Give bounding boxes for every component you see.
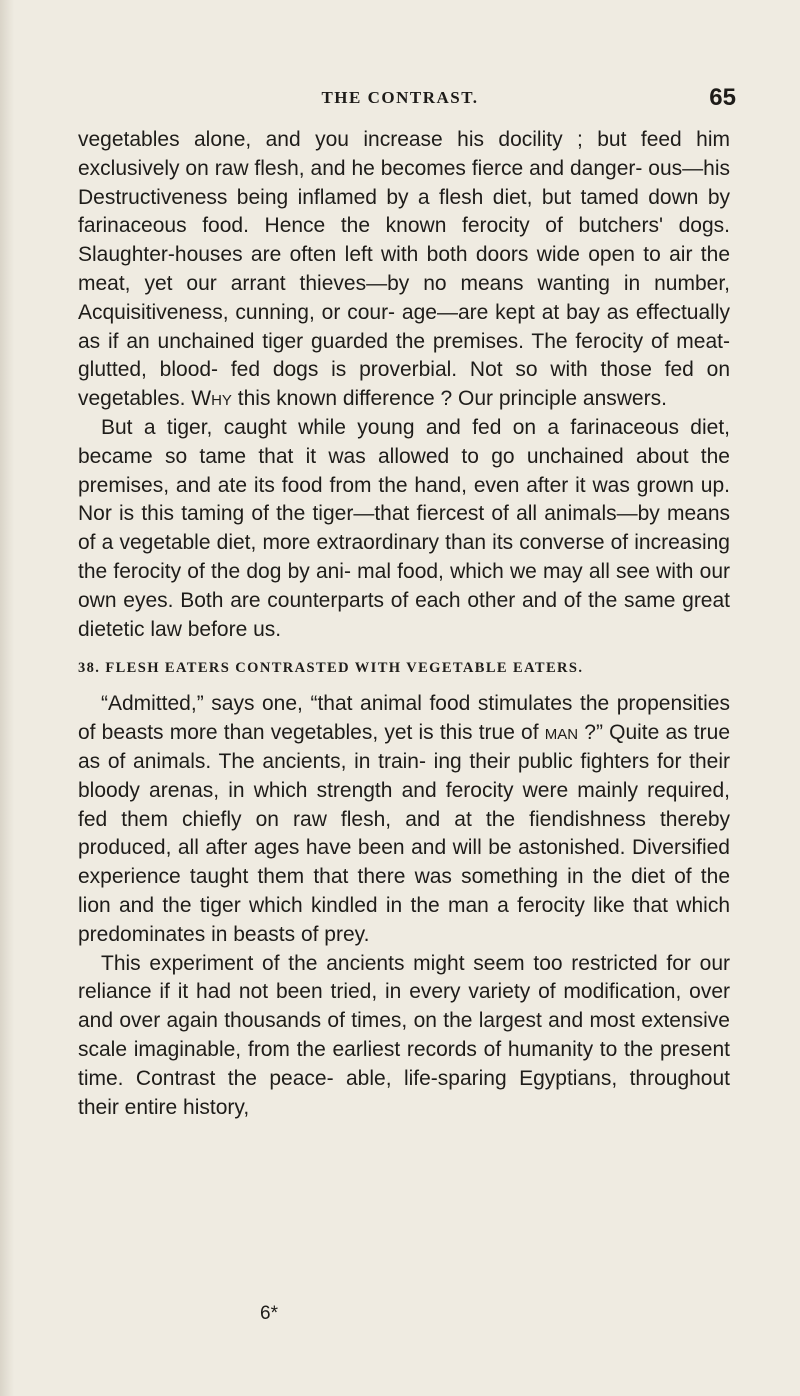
running-title: THE CONTRAST. [321,88,479,107]
running-head [0,83,800,113]
signature-mark: 6* [260,1303,278,1324]
paragraph-1-text: vegetables alone, and you increase his docility ; but feed him exclusively on raw flesh, and he becomes fierce and danger- ous—his Destructiveness being inflamed by a flesh diet, but tamed down by farinaceous food. Hence the known ferocity of butchers' dogs. Slaughter-houses are often left with both doors wide open to air the meat, yet our arrant thieves—by no means wanting in number, Acquisitiveness, cunning, or cour- age—are kept at bay as effectually as if an unchained tiger guarded the premises. The ferocity of meat-glutted, blood- fed dogs is proverbial. Not so with those fed on vegetables. [78,128,730,411]
small-caps-man: man [544,721,579,745]
page-number: 65 [709,84,736,111]
paragraph-1 [78,126,730,414]
paragraph-3-end: ?” Quite as true as of animals. The ancients, in train- ing their public fighters for their bloody arenas, in which strength and ferocity were mainly required, fed them chiefly on raw flesh, and at the fiendishness thereby produced, all after ages have been and will be astonished. Diversified experience taught them that there was something in the diet of the lion and the tiger which kindled in the man a ferocity like that which predominates in beasts of prey. [78,721,730,946]
body-text [78,126,730,1122]
paragraph-4: This experiment of the ancients might seem too restricted for our reliance if it had not been tried, in every variety of modification, over and over again thousands of times, on the largest and most extensive scale imaginable, from the earliest records of humanity to the present time. Contrast the peace- able, life-sparing Egyptians, throughout their entire history, [78,951,730,1119]
paragraph-3 [78,690,730,949]
small-caps-why: Why [191,387,232,411]
paragraph-1-end: this known difference ? Our principle answers. [237,387,667,411]
paragraph-2: But a tiger, caught while young and fed on a farinaceous diet, became so tame that it was allowed to go unchained about the premises, and ate its food from the hand, even after it was grown up. Nor is this taming of the tiger—that fiercest of all animals—by means of a vegetable diet, more extraordinary than its converse of increasing the ferocity of the dog by ani- mal food, which we may all see with our own eyes. Both are counterparts of each other and of the same great dietetic law before us. [78,415,730,641]
paragraph-3-start: “Admitted,” says one, “that animal food stimulates the propensities of beasts more than vegetables, yet is this true of [78,692,730,745]
gutter-shadow [0,0,14,1396]
section-heading: 38. FLESH EATERS CONTRASTED WITH VEGETABLE EATERS. [78,660,584,677]
